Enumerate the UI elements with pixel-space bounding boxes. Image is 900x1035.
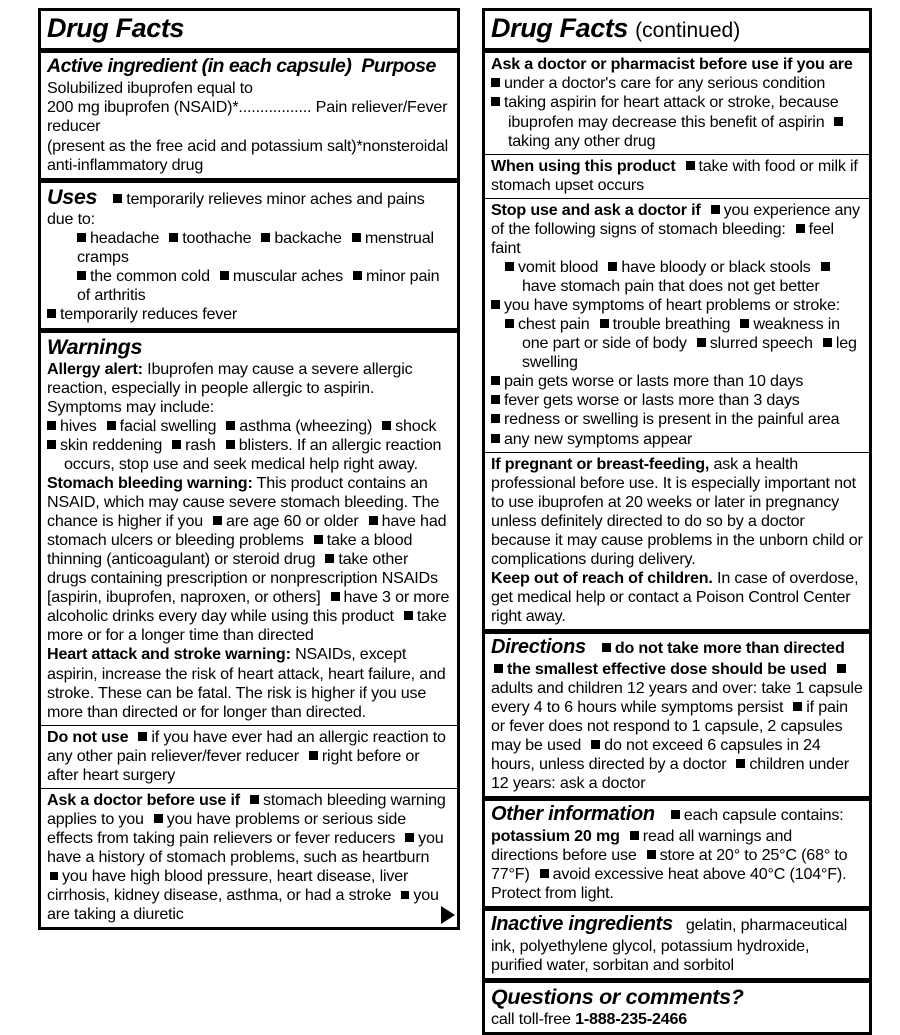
drug-facts-panel-left — [38, 8, 460, 930]
heart-attack-warning-label: Heart attack and stroke warning: — [47, 645, 291, 664]
questions-heading: Questions or comments? — [491, 985, 744, 1010]
stop-use-heart-intro-row — [491, 296, 863, 315]
allergy-symptom-last: blisters. If an allergic reaction occurs, stop use and seek medical help right away. — [64, 435, 442, 473]
stop-use-item: pain gets worse or lasts more than 10 days — [504, 372, 804, 391]
bullet-icon — [226, 440, 235, 449]
stop-use-intro-block — [491, 201, 863, 258]
other-info-item: store at 20° to 25°C (68° to 77°F) — [491, 846, 848, 884]
other-information-block — [491, 803, 863, 903]
stop-use-heart-intro: you have symptoms of heart problems or stroke: — [504, 296, 841, 315]
bullet-icon — [591, 740, 600, 749]
inactive-ingredients-text: gelatin, pharmaceutical ink, polyethylene glycol, potassium hydroxide, purified water, sorbitan and sorbitol — [491, 916, 848, 974]
bullet-icon — [154, 814, 163, 823]
uses-item: menstrual cramps — [77, 229, 434, 267]
ask-pharmacist-section — [485, 48, 869, 153]
directions-bold-item: do not take more than directed — [614, 639, 845, 658]
bullet-icon — [77, 271, 86, 280]
stop-use-item: fever gets worse or lasts more than 3 days — [504, 391, 800, 410]
allergy-symptom: asthma (wheezing) — [239, 416, 373, 435]
when-using-block — [491, 157, 863, 195]
uses-item: muscular aches — [232, 267, 344, 286]
ask-pharmacist-item: under a doctor's care for any serious condition — [504, 74, 826, 93]
do-not-use-item: right before or after heart surgery — [47, 746, 420, 784]
bullet-icon — [47, 421, 56, 430]
bullet-icon — [47, 309, 56, 318]
stop-use-item: any new symptoms appear — [504, 429, 693, 448]
active-ingredient-line-1: Solubilized ibuprofen equal to — [47, 79, 253, 98]
stop-use-sub-item: feel faint — [491, 219, 834, 257]
bullet-icon — [491, 78, 500, 87]
bullet-icon — [404, 611, 413, 620]
active-ingredient-label: Active ingredient (in each capsule) — [47, 55, 352, 78]
keep-out-of-reach-block — [491, 569, 863, 626]
when-using-heading: When using this product — [491, 156, 676, 175]
other-info-potassium: potassium 20 mg — [491, 826, 620, 845]
stop-use-intro: you experience any of the following signs of stomach bleeding: — [491, 200, 860, 238]
uses-item: headache — [90, 229, 160, 248]
stomach-bleeding-item: have had stomach ulcers or bleeding problems — [47, 512, 447, 550]
stop-use-sub-item: vomit blood — [518, 257, 599, 276]
allergy-symptoms-row-2 — [47, 436, 451, 474]
bullet-icon — [113, 194, 122, 203]
bullet-icon — [369, 516, 378, 525]
bullet-icon — [331, 592, 340, 601]
bullet-icon — [107, 421, 116, 430]
other-information-section — [485, 796, 869, 906]
bullet-icon — [494, 664, 503, 673]
stomach-bleeding-item: take a blood thinning (anticoagulant) or steroid drug — [47, 531, 413, 569]
bullet-icon — [353, 271, 362, 280]
page-title-continued — [491, 13, 863, 45]
bullet-icon — [540, 869, 549, 878]
directions-item: adults and children 12 years and over: take 1 capsule every 4 to 6 hours while symptoms persist — [491, 678, 863, 716]
stop-use-sub-row — [491, 258, 863, 296]
ask-pharmacist-item-row-1 — [491, 74, 863, 93]
bullet-icon — [491, 434, 500, 443]
directions-item: children under 12 years: ask a doctor — [491, 755, 849, 793]
do-not-use-item: if you have ever had an allergic reaction to any other pain reliever/fever reducer — [47, 727, 446, 765]
bullet-icon — [309, 751, 318, 760]
bullet-icon — [261, 233, 270, 242]
warnings-heading: Warnings — [47, 334, 143, 359]
stop-use-heart-item: weakness in one part or side of body — [522, 315, 840, 353]
stomach-bleeding-item: have 3 or more alcoholic drinks every day while using this product — [47, 588, 450, 626]
bullet-icon — [608, 262, 617, 271]
bullet-icon — [220, 271, 229, 280]
bullet-icon — [250, 795, 259, 804]
do-not-use-section — [41, 725, 457, 788]
phone-number[interactable]: 1-888-235-2466 — [575, 1010, 688, 1029]
ask-doctor-heading: Ask a doctor before use if — [47, 790, 240, 809]
ask-doctor-block — [47, 791, 451, 924]
other-info-item-1-pre: each capsule contains: — [683, 806, 844, 825]
allergy-alert-text: Ibuprofen may cause a severe allergic reaction, especially in people allergic to aspirin. Symptoms may include: — [47, 359, 413, 416]
stop-use-heading: Stop use and ask a doctor if — [491, 200, 701, 219]
bullet-icon — [686, 161, 695, 170]
do-not-use-heading: Do not use — [47, 727, 129, 746]
stop-use-sub-item: have stomach pain that does not get better — [522, 277, 820, 296]
stomach-bleeding-block — [47, 474, 451, 646]
bullet-icon — [796, 224, 805, 233]
allergy-alert-block — [47, 360, 451, 417]
bullet-icon — [736, 759, 745, 768]
bullet-icon — [697, 338, 706, 347]
uses-heading: Uses — [47, 184, 98, 209]
when-using-item: take with food or milk if stomach upset occurs — [491, 156, 858, 194]
directions-item: do not exceed 6 capsules in 24 hours, unless directed by a doctor — [491, 736, 821, 774]
ask-doctor-item: you have a history of stomach problems, such as heartburn — [47, 829, 444, 867]
bullet-icon — [169, 233, 178, 242]
stop-use-heart-item: slurred speech — [709, 334, 813, 353]
bullet-icon — [405, 833, 414, 842]
allergy-symptom: facial swelling — [119, 416, 217, 435]
stop-use-item: redness or swelling is present in the painful area — [504, 410, 840, 429]
ask-pharmacist-item-row-2 — [491, 93, 863, 150]
ask-doctor-section — [41, 788, 457, 927]
ask-pharmacist-item: taking any other drug — [508, 131, 656, 150]
keep-out-of-reach-text: In case of overdose, get medical help or contact a Poison Control Center right away. — [491, 568, 859, 626]
ask-doctor-item: you have high blood pressure, heart disease, liver cirrhosis, kidney disease, asthma, or had a stroke — [47, 867, 409, 905]
uses-intro-line — [47, 185, 451, 230]
bullet-icon — [382, 421, 391, 430]
call-toll-free-label: call toll-free — [491, 1010, 571, 1029]
uses-section — [41, 178, 457, 328]
bullet-icon — [505, 319, 514, 328]
pregnancy-label: If pregnant or breast-feeding, — [491, 454, 710, 473]
pregnancy-block — [491, 455, 863, 569]
stomach-bleeding-text: This product contains an NSAID, which may cause severe stomach bleeding. The chance is higher if you — [47, 473, 440, 530]
directions-section — [485, 629, 869, 796]
pregnancy-text: ask a health professional before use. It is especially important not to use ibuprofen at 20 weeks or later in pregnancy unless definitely directed to do so by a doctor because it may cause problems in the unborn child or complications during delivery. — [491, 454, 863, 568]
uses-item: the common cold — [90, 267, 210, 286]
uses-item: minor pain of arthritis — [77, 267, 440, 305]
stop-use-heart-item: chest pain — [518, 315, 590, 334]
stop-use-heart-item: trouble breathing — [612, 315, 731, 334]
directions-bold-item: the smallest effective dose should be used — [507, 659, 827, 678]
bullet-icon — [600, 319, 609, 328]
uses-item-row-3 — [47, 305, 451, 324]
bullet-icon — [325, 554, 334, 563]
bullet-icon — [50, 872, 58, 880]
bullet-icon — [401, 891, 409, 899]
allergy-symptom: shock — [395, 416, 437, 435]
bullet-icon — [671, 810, 680, 819]
pregnancy-section — [485, 452, 869, 630]
bullet-icon — [823, 338, 832, 347]
stop-use-heart-item: leg swelling — [522, 334, 857, 372]
stop-use-item-row — [491, 372, 863, 391]
drug-facts-continued-title-section — [485, 11, 869, 48]
ask-pharmacist-item: taking aspirin for heart attack or stroke, because ibuprofen may decrease this benefit of aspirin — [504, 93, 839, 131]
active-ingredient-line-2: 200 mg ibuprofen (NSAID)*................. Pain reliever/Fever reducer — [47, 98, 448, 136]
bullet-icon — [740, 319, 749, 328]
ask-doctor-item: stomach bleeding warning applies to you — [47, 790, 446, 828]
allergy-alert-label: Allergy alert: — [47, 359, 143, 378]
bullet-icon — [226, 421, 235, 430]
inactive-ingredients-section — [485, 906, 869, 978]
allergy-symptom: rash — [185, 435, 216, 454]
do-not-use-block — [47, 728, 451, 785]
bullet-icon — [172, 440, 181, 449]
when-using-section — [485, 154, 869, 198]
other-information-heading: Other information — [491, 803, 655, 826]
directions-item: if pain or fever does not respond to 1 capsule, 2 capsules may be used — [491, 697, 848, 755]
stomach-bleeding-item: take other drugs containing prescription or nonprescription NSAIDs [aspirin, ibuprofen, naproxen, or others] — [47, 550, 438, 607]
active-ingredient-heading — [47, 55, 451, 79]
allergy-symptom: hives — [60, 416, 97, 435]
directions-heading: Directions — [491, 636, 586, 659]
allergy-symptoms-row-1 — [47, 417, 451, 436]
inactive-ingredients-block — [491, 913, 863, 975]
bullet-icon — [834, 117, 843, 126]
stomach-bleeding-item: are age 60 or older — [226, 512, 359, 530]
page-title: Drug Facts — [47, 13, 185, 43]
bullet-icon — [602, 643, 611, 652]
bullet-icon — [837, 664, 846, 673]
active-ingredient-section — [41, 48, 457, 177]
bullet-icon — [138, 732, 147, 741]
uses-intro: temporarily relieves minor aches and pains due to: — [47, 189, 425, 229]
continued-arrow-icon — [441, 906, 455, 924]
keep-out-of-reach-label: Keep out of reach of children. — [491, 568, 713, 587]
questions-section — [485, 978, 869, 1032]
warnings-section — [41, 328, 457, 725]
uses-item-row-1 — [47, 229, 451, 267]
bullet-icon — [491, 376, 500, 385]
stomach-bleeding-label: Stomach bleeding warning: — [47, 473, 253, 492]
bullet-icon — [491, 300, 500, 309]
bullet-icon — [213, 516, 222, 525]
questions-call-block — [491, 1010, 863, 1029]
uses-item: backache — [274, 229, 342, 248]
heart-attack-warning-text: NSAIDs, except aspirin, increase the risk of heart attack, heart failure, and stroke. These can be fatal. The risk is higher if you use more than directed or for longer than directed. — [47, 645, 446, 721]
stop-use-sub-item: have bloody or black stools — [621, 257, 811, 276]
bullet-icon — [630, 831, 639, 840]
bullet-icon — [314, 535, 323, 544]
uses-item: temporarily reduces fever — [60, 305, 238, 324]
heart-attack-warning-block — [47, 645, 451, 721]
uses-item-row-2 — [47, 267, 451, 305]
allergy-symptom: skin reddening — [60, 435, 163, 454]
bullet-icon — [821, 262, 830, 271]
bullet-icon — [47, 440, 56, 449]
stop-use-section — [485, 198, 869, 452]
bullet-icon — [491, 395, 500, 404]
bullet-icon — [793, 702, 802, 711]
purpose-label: Purpose — [361, 55, 436, 78]
directions-block — [491, 636, 863, 793]
ask-doctor-item: you have problems or serious side effects from taking pain relievers or fever reducers — [47, 809, 406, 847]
drug-facts-title-section — [41, 11, 457, 48]
page-title-text: Drug Facts — [491, 13, 629, 43]
active-ingredient-line-4: anti-inflammatory drug — [47, 155, 204, 174]
uses-item: toothache — [182, 229, 252, 248]
inactive-ingredients-heading: Inactive ingredients — [491, 913, 673, 936]
ask-doctor-item: you are taking a diuretic — [47, 886, 439, 924]
stop-use-item-row — [491, 430, 863, 449]
bullet-icon — [491, 97, 500, 106]
bullet-icon — [711, 205, 720, 214]
stop-use-heart-sub-row — [491, 315, 863, 372]
stomach-bleeding-item: take more or for a longer time than directed — [47, 607, 447, 645]
bullet-icon — [77, 233, 86, 242]
stop-use-item-row — [491, 391, 863, 410]
ask-pharmacist-heading: Ask a doctor or pharmacist before use if you are — [491, 55, 853, 74]
stop-use-item-row — [491, 410, 863, 429]
bullet-icon — [352, 233, 361, 242]
bullet-icon — [491, 414, 500, 423]
other-info-item: avoid excessive heat above 40°C (104°F). Protect from light. — [491, 865, 847, 903]
continued-label: (continued) — [635, 19, 741, 42]
active-ingredient-line-3: (present as the free acid and potassium salt)*nonsteroidal — [47, 136, 449, 155]
bullet-icon — [505, 262, 514, 271]
drug-facts-panel-right — [482, 8, 872, 1035]
other-info-item: read all warnings and directions before use — [491, 826, 792, 865]
bullet-icon — [647, 850, 656, 859]
